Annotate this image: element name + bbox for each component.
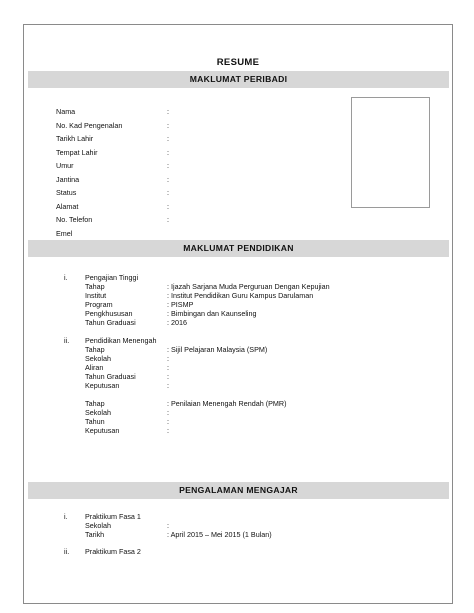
- row-value: : 2016: [167, 318, 187, 327]
- field-label-kad-pengenalan: No. Kad Pengenalan: [56, 120, 123, 130]
- resume-page: [23, 24, 453, 604]
- row-label: Program: [85, 300, 113, 309]
- row-value: :: [167, 354, 169, 363]
- section-header-teaching: PENGALAMAN MENGAJAR: [28, 482, 449, 499]
- field-label-tarikh-lahir: Tarikh Lahir: [56, 134, 94, 143]
- row-value: :: [167, 521, 169, 530]
- field-colon: :: [167, 147, 169, 157]
- row-label: Keputusan: [85, 426, 120, 435]
- field-label-jantina: Jantina: [56, 174, 80, 184]
- row-label: Tahun Graduasi: [85, 372, 136, 381]
- row-label: Keputusan: [85, 381, 120, 390]
- field-colon: :: [167, 120, 169, 130]
- teaching-heading-fasa-2: Praktikum Fasa 2: [85, 547, 141, 556]
- row-value: :: [167, 363, 169, 372]
- field-colon: :: [167, 188, 169, 197]
- row-label: Tahap: [85, 345, 105, 354]
- row-value: : Institut Pendidikan Guru Kampus Darulaman: [167, 291, 314, 300]
- row-value: : Penilaian Menengah Rendah (PMR): [167, 399, 287, 408]
- row-value: : Sijil Pelajaran Malaysia (SPM): [167, 345, 268, 354]
- field-label-status: Status: [56, 188, 77, 197]
- row-label: Sekolah: [85, 354, 111, 363]
- row-label: Tahap: [85, 399, 105, 408]
- list-number: i.: [64, 512, 68, 521]
- row-label: Sekolah: [85, 408, 111, 417]
- field-label-umur: Umur: [56, 161, 74, 170]
- row-value: :: [167, 408, 169, 417]
- row-label: Institut: [85, 291, 107, 300]
- resume-title: RESUME: [216, 57, 260, 68]
- field-colon: :: [167, 107, 169, 116]
- row-value: :: [167, 426, 169, 435]
- row-value: : April 2015 – Mei 2015 (1 Bulan): [167, 530, 272, 539]
- field-label-telefon: No. Telefon: [56, 215, 93, 224]
- row-label: Tahun Graduasi: [85, 318, 136, 327]
- field-label-nama: Nama: [56, 107, 76, 116]
- field-colon: :: [167, 134, 169, 143]
- row-value: :: [167, 372, 169, 381]
- field-colon: :: [167, 174, 169, 184]
- field-colon: :: [167, 215, 169, 224]
- row-label: Tarikh: [85, 530, 105, 539]
- row-value: :: [167, 381, 169, 390]
- teaching-heading-fasa-1: Praktikum Fasa 1: [85, 512, 141, 521]
- row-value: : PISMP: [167, 300, 194, 309]
- row-label: Aliran: [85, 363, 104, 372]
- section-header-education: MAKLUMAT PENDIDIKAN: [28, 240, 449, 257]
- row-value: :: [167, 417, 169, 426]
- row-label: Pengkhususan: [85, 309, 133, 318]
- photo-placeholder: [351, 97, 430, 208]
- education-heading-menengah: Pendidikan Menengah: [85, 336, 157, 345]
- field-label-tempat-lahir: Tempat Lahir: [56, 147, 98, 157]
- row-label: Sekolah: [85, 521, 111, 530]
- education-heading-tinggi: Pengajian Tinggi: [85, 273, 139, 282]
- row-value: : Ijazah Sarjana Muda Perguruan Dengan Kepujian: [167, 282, 330, 291]
- list-number: i.: [64, 273, 68, 282]
- field-label-emel: Emel: [56, 228, 73, 238]
- list-number: ii.: [64, 547, 70, 556]
- list-number: ii.: [64, 336, 70, 345]
- section-header-personal: MAKLUMAT PERIBADI: [28, 71, 449, 88]
- field-label-alamat: Alamat: [56, 201, 79, 211]
- field-colon: :: [167, 161, 169, 170]
- row-label: Tahun: [85, 417, 105, 426]
- row-value: : Bimbingan dan Kaunseling: [167, 309, 257, 318]
- row-label: Tahap: [85, 282, 105, 291]
- field-colon: :: [167, 201, 169, 211]
